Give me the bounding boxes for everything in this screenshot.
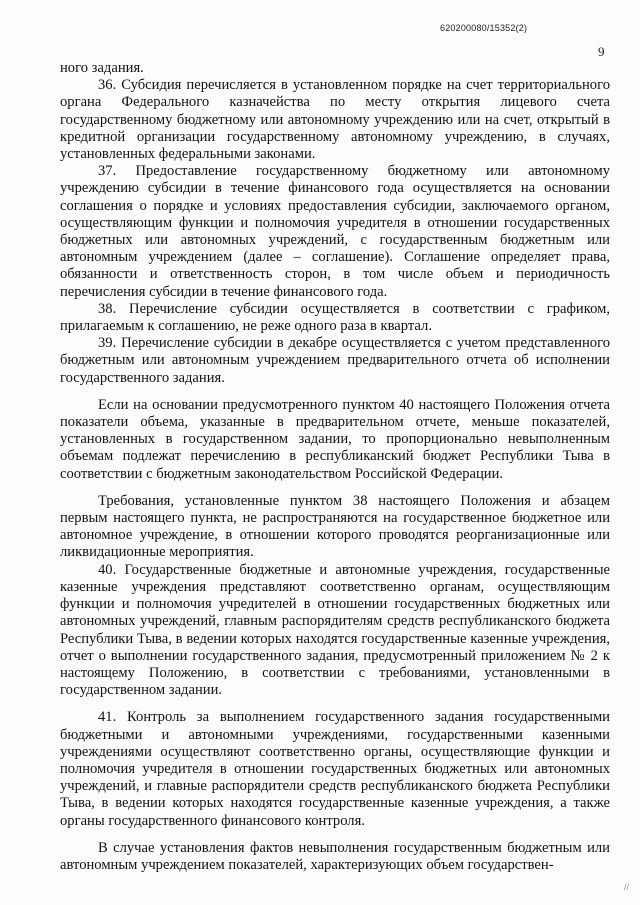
- paragraph-item-36: 36. Субсидия перечисляется в установленном порядке на счет территориального органа Федерального казначейства по месту открытия лицевого счета государственному бюджетному или автономному учреждению или на счет, открытый в кредитной организации государственному автономному учреждению, в случаях, установленных федеральными законами.: [60, 77, 610, 163]
- paragraph-39-clause-2: Если на основании предусмотренного пунктом 40 настоящего Положения отчета показатели объема, указанные в предварительном отчете, меньше показателей, установленных в государственном задании, то пропорционально невыполненным объемам подлежат перечислению в республиканский бюджет Республики Тыва в соответствии с бюджетным законодательством Российской Федерации.: [60, 396, 610, 482]
- page-number: 9: [598, 44, 605, 59]
- paragraph-continuation: ного задания.: [60, 60, 144, 76]
- paragraph-item-40: 40. Государственные бюджетные и автономные учреждения, государственные казенные учреждения представляют соответственно органам, осуществляющим функции и полномочия учредителей в отношении государственных бюджетных или автономных учреждений, главным распорядителям средств республиканского бюджета Республики Тыва, в ведении которых находятся государственные казенные учреждения, отчет о выполнении государственного задания, предусмотренный приложением № 2 к настоящему Положению, в соответствии с требованиями, установленными в государственном задании.: [60, 561, 610, 699]
- paragraph-item-38: 38. Перечисление субсидии осуществляется в соответствии с графиком, прилагаемым к соглашению, не реже одного раза в квартал.: [60, 300, 610, 335]
- document-body: [60, 60, 610, 874]
- paragraph-item-37: 37. Предоставление государственному бюджетному или автономному учреждению субсидии в течение финансового года осуществляется на основании соглашения о порядке и условиях предоставления субсидии, заключаемого органом, осуществляющим функции и полномочия учредителя в отношении государственных бюджетных или автономных учреждений, с государственным бюджетным или автономным учреждением (далее – соглашение). Соглашение определяет права, обязанности и ответственность сторон, в том числе объем и периодичность перечисления субсидии в течение финансового года.: [60, 163, 610, 300]
- paragraph-item-39: 39. Перечисление субсидии в декабре осуществляется с учетом представленного бюджетным или автономным учреждением предварительного отчета об исполнении государственного задания.: [60, 335, 610, 386]
- document-id: 620200080/15352(2): [440, 23, 528, 33]
- paragraph-39-clause-3: Требования, установленные пунктом 38 настоящего Положения и абзацем первым настоящего пункта, не распространяются на государственное бюджетное или автономное учреждение, в отношении которого проводятся реорганизационные или ликвидационные мероприятия.: [60, 492, 610, 561]
- paragraph-item-41: 41. Контроль за выполнением государственного задания государственными бюджетными и автономными учреждениями, государственными казенными учреждениями осуществляют соответственно органы, осуществляющие функции и полномочия учредителя в отношении государственных бюджетных или автономных учреждений, и главные распорядители средств республиканского бюджета Республики Тыва, в ведении которых находятся государственные казенные учреждения, а также органы государственного финансового контроля.: [60, 709, 610, 829]
- corner-mark: //: [624, 882, 630, 892]
- paragraph-41-clause-2: В случае установления фактов невыполнения государственным бюджетным или автономным учреждением показателей, характеризующих объем государствен-: [60, 839, 610, 873]
